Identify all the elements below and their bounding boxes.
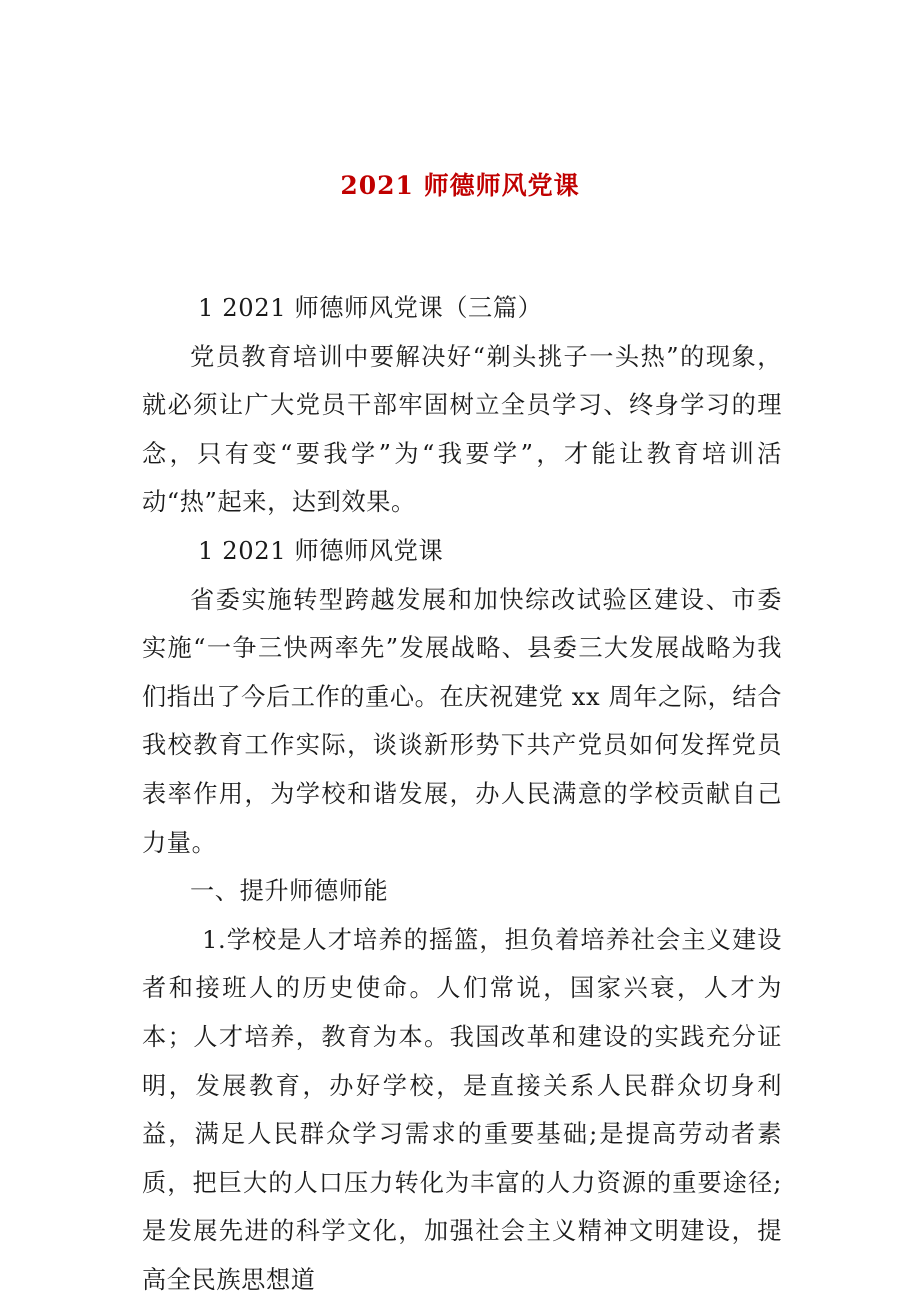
numbered-item: 1.学校是人才培养的摇篮，担负着培养社会主义建设者和接班人的历史使命。人们常说，国家兴衰，人才为本；人才培养，教育为本。我国改革和建设的实践充分证明，发展教育，办好学校，是直接关系人民群众切身利益，满足人民群众学习需求的重要基础;是提高劳动者素质，把巨大的人口压力转化为丰富的人力资源的重要途径;是发展先进的科学文化，加强社会主义精神文明建设，提高全民族思想道 [142,925,782,1294]
document-body [142,284,782,1304]
section-heading: 一、提升师德师能 [190,877,389,906]
paragraph-heading-2: 1 2021 师德师风党课 [198,536,444,565]
paragraph-heading-1: 1 2021 师德师风党课（三篇） [198,294,543,322]
paragraph-intro: 党员教育培训中要解决好“剃头挑子一头热”的现象，就必须让广大党员干部牢固树立全员学习、终身学习的理念，只有变“要我学”为“我要学”，才能让教育培训活动“热”起来，达到效果。 [142,342,782,517]
document-title: 2021 师德师风党课 [340,171,580,200]
paragraph-body: 省委实施转型跨越发展和加快综改试验区建设、市委实施“一争三快两率先”发展战略、县委三大发展战略为我们指出了今后工作的重心。在庆祝建党 xx 周年之际，结合我校教育工作实际，谈谈新形势下共产党员如何发挥党员表率作用，为学校和谐发展，办人民满意的学校贡献自己力量。 [142,585,782,857]
